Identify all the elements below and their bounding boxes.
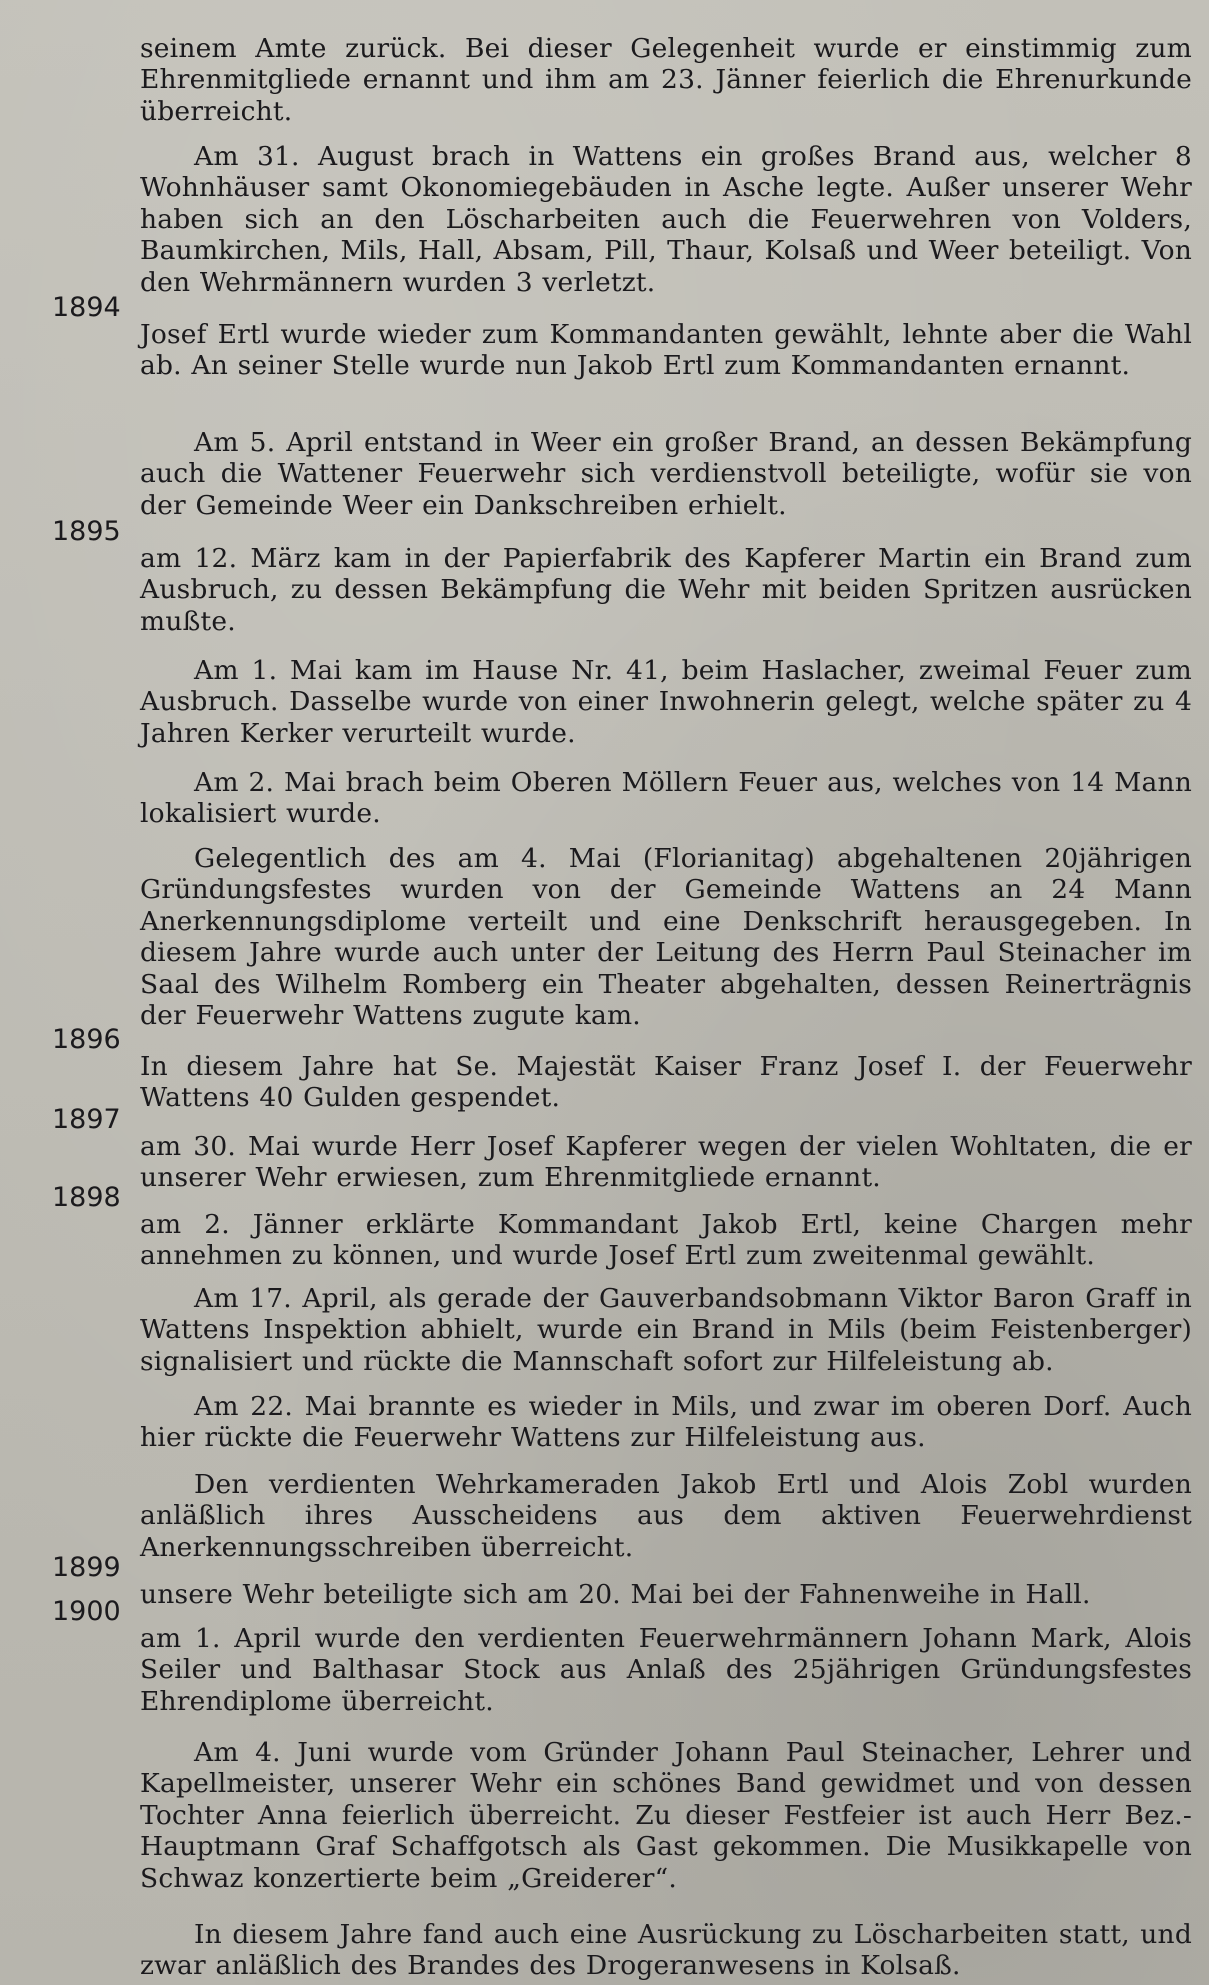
paragraph-text: am 2. Jänner erklärte Kommandant Jakob Ertl, keine Chargen mehr annehmen zu können, und wurde Josef Ertl zum zweitenmal gewählt. [140, 1208, 1192, 1271]
paragraph-text: Am 31. August brach in Wattens ein großes Brand aus, welcher 8 Wohnhäuser samt Okonomiegebäuden in Asche legte. Außer unserer Wehr haben sich an den Löscharbeiten auch die Feuerwehren von Volders, Baumkirchen, Mils, Hall, Absam, Pill, Thaur, Kolsaß und Weer beteiligt. Von den Wehrmännern wurden 3 verletzt. [140, 140, 1192, 298]
year-label: 1895 [52, 516, 121, 547]
paragraph-text: In diesem Jahre hat Se. Majestät Kaiser Franz Josef I. der Feuerwehr Wattens 40 Gulden gespendet. [140, 1050, 1192, 1113]
paragraph-text: Gelegentlich des am 4. Mai (Florianitag) abgehaltenen 20jährigen Gründungsfestes wurden von der Gemeinde Wattens an 24 Mann Anerkennungsdiplome verteilt und eine Denkschrift herausgegeben. In diesem Jahre wurde auch unter der Leitung des Herrn Paul Steinacher im Saal des Wilhelm Romberg ein Theater abgehalten, dessen Reinerträgnis der Feuerwehr Wattens zugute kam. [140, 842, 1192, 1031]
paragraph-text: In diesem Jahre fand auch eine Ausrückung zu Löscharbeiten statt, und zwar anläßlich des Brandes des Drogeranwesens in Kolsaß. [140, 1918, 1192, 1981]
paragraph-text: unsere Wehr beteiligte sich am 20. Mai bei der Fahnenweihe in Hall. [140, 1578, 1091, 1610]
year-label: 1896 [52, 1024, 121, 1055]
year-label: 1899 [52, 1552, 121, 1583]
paragraph-text: Am 17. April, als gerade der Gauverbandsobmann Viktor Baron Graff in Wattens Inspektion abhielt, wurde ein Brand in Mils (beim Feistenberger) signalisiert und rückte die Mannschaft sofort zur Hilfeleistung ab. [140, 1282, 1192, 1377]
paragraph-text: am 1. April wurde den verdienten Feuerwehrmännern Johann Mark, Alois Seiler und Balthasar Stock aus Anlaß des 25jährigen Gründungsfestes Ehrendiplome überreicht. [140, 1622, 1192, 1717]
paragraph-text: Am 22. Mai brannte es wieder in Mils, und zwar im oberen Dorf. Auch hier rückte die Feuerwehr Wattens zur Hilfeleistung aus. [140, 1390, 1192, 1453]
paragraph-text: Am 1. Mai kam im Hause Nr. 41, beim Haslacher, zweimal Feuer zum Ausbruch. Dasselbe wurde von einer Inwohnerin gelegt, welche später zu 4 Jahren Kerker verurteilt wurde. [140, 654, 1192, 749]
paragraph-text: Am 4. Juni wurde vom Gründer Johann Paul Steinacher, Lehrer und Kapellmeister, unserer Wehr ein schönes Band gewidmet und von dessen Tochter Anna feierlich überreicht. Zu dieser Festfeier ist auch Herr Bez.-Hauptmann Graf Schaffgotsch als Gast gekommen. Die Musikkapelle von Schwaz konzertierte beim „Greiderer“. [140, 1736, 1192, 1894]
paragraph-text: Am 5. April entstand in Weer ein großer Brand, an dessen Bekämpfung auch die Wattener Feuerwehr sich verdienstvoll beteiligte, wofür sie von der Gemeinde Weer ein Dankschreiben erhielt. [140, 426, 1192, 521]
year-label: 1894 [52, 292, 121, 323]
year-label: 1900 [52, 1596, 121, 1627]
paragraph-text: Am 2. Mai brach beim Oberen Möllern Feuer aus, welches von 14 Mann lokalisiert wurde. [140, 766, 1192, 829]
paragraph-text: Josef Ertl wurde wieder zum Kommandanten gewählt, lehnte aber die Wahl ab. An seiner Stelle wurde nun Jakob Ertl zum Kommandanten ernannt. [140, 318, 1192, 381]
paragraph-text: am 30. Mai wurde Herr Josef Kapferer wegen der vielen Wohltaten, die er unserer Wehr erwiesen, zum Ehrenmitgliede ernannt. [140, 1130, 1192, 1193]
year-label: 1897 [52, 1104, 121, 1135]
paragraph-text: Den verdienten Wehrkameraden Jakob Ertl und Alois Zobl wurden anläßlich ihres Ausscheidens aus dem aktiven Feuerwehrdienst Anerkennungsschreiben überreicht. [140, 1468, 1192, 1563]
year-label: 1898 [52, 1182, 121, 1213]
paragraph-text: seinem Amte zurück. Bei dieser Gelegenheit wurde er einstimmig zum Ehrenmitgliede ernannt und ihm am 23. Jänner feierlich die Ehrenurkunde überreicht. [140, 32, 1192, 127]
paragraph-text: am 12. März kam in der Papierfabrik des Kapferer Martin ein Brand zum Ausbruch, zu dessen Bekämpfung die Wehr mit beiden Spritzen ausrücken mußte. [140, 542, 1192, 637]
